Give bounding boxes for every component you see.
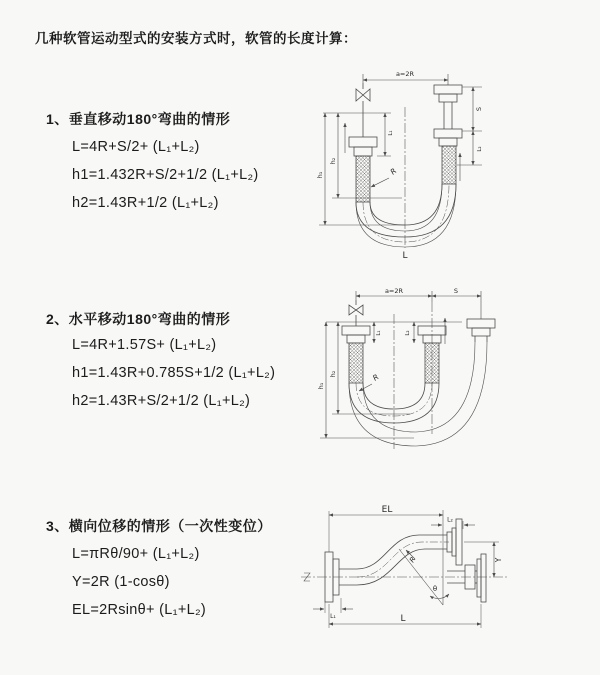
section-1-formula-length: L=4R+S/2+ (L₁+L₂) <box>72 139 200 155</box>
section-2-formula-h2: h2=1.43R+S/2+1/2 (L₁+L₂) <box>72 393 251 409</box>
right-top-flange <box>434 85 462 94</box>
section-3-formula-el: EL=2Rsinθ+ (L₁+L₂) <box>72 602 207 618</box>
dim-label-l1: L₁ <box>388 130 394 136</box>
dim-label-l1: L₁ <box>376 330 382 336</box>
dim-label-y: Y <box>494 557 503 563</box>
right-flange-original <box>477 559 481 597</box>
dim-label-h1: h₁ <box>316 171 324 179</box>
dim-label-radius: R <box>370 372 381 383</box>
dim-label-radius: R <box>388 166 399 177</box>
dim-label-a2r: a=2R <box>384 287 404 295</box>
dim-label-l1: L₁ <box>330 613 336 620</box>
diagram-vertical-180-bend <box>305 65 595 260</box>
dim-label-h2: h₂ <box>329 370 337 378</box>
section-3-formula-y: Y=2R (1-cosθ) <box>72 574 170 590</box>
right-flange-moved <box>467 319 495 328</box>
dim-label-theta: θ <box>432 585 438 593</box>
u-bend-large-moved <box>349 342 487 446</box>
dimensions-3 <box>313 511 499 628</box>
dim-label-l2: L₂ <box>405 330 411 336</box>
braided-hose-left <box>349 343 363 383</box>
pipework-1 <box>323 83 462 248</box>
section-1-heading: 1、垂直移动180°弯曲的情形 <box>46 111 231 127</box>
angle-arc <box>430 594 449 598</box>
dim-label-radius: R <box>408 555 418 565</box>
right-lower-flange <box>434 129 462 138</box>
section-1-formula-h2: h2=1.43R+1/2 (L₁+L₂) <box>72 195 219 211</box>
diagram-horizontal-180-bend <box>312 286 597 456</box>
pipework-3 <box>301 510 507 605</box>
section-3-heading: 3、横向位移的情形（一次性变位） <box>46 518 272 534</box>
radius-pointer <box>359 384 372 391</box>
pipework-2 <box>326 300 495 449</box>
upper-flange-moved <box>452 528 456 556</box>
braided-hose-right <box>442 146 456 184</box>
section-2-heading: 2、水平移动180°弯曲的情形 <box>46 311 231 327</box>
section-3-formula-length: L=πRθ/90+ (L₁+L₂) <box>72 546 200 562</box>
section-2-formula-length: L=4R+1.57S+ (L₁+L₂) <box>72 337 217 353</box>
left-flange <box>349 137 377 147</box>
dim-label-h1: h₁ <box>317 382 325 390</box>
dim-label-a2r: a=2R <box>395 70 415 78</box>
braided-hose-left <box>356 156 370 202</box>
dim-label-length: L <box>400 614 406 624</box>
s-curve-hose <box>357 535 447 569</box>
section-1-formula-h1: h1=1.432R+S/2+1/2 (L₁+L₂) <box>72 167 259 183</box>
dim-label-s: S <box>475 106 483 112</box>
dim-label-el: EL <box>381 505 393 515</box>
valve-icon <box>349 305 363 315</box>
diagram-lateral-displacement <box>297 502 597 642</box>
dim-label-h2: h₂ <box>329 157 337 165</box>
valve-icon <box>356 89 370 101</box>
dimensions-1 <box>319 74 482 225</box>
page-title: 几种软管运动型式的安装方式时，软管的长度计算： <box>35 31 357 46</box>
dim-label-l2: L₂ <box>447 516 453 524</box>
braided-hose-middle <box>425 343 439 383</box>
dim-label-l2: L₂ <box>477 146 483 152</box>
section-2-formula-h1: h1=1.43R+0.785S+1/2 (L₁+L₂) <box>72 365 276 381</box>
u-bend <box>370 184 442 225</box>
dim-label-length: L <box>402 251 408 260</box>
radius-pointer <box>371 178 389 187</box>
dim-label-s: S <box>453 287 459 295</box>
left-flange <box>342 326 370 335</box>
